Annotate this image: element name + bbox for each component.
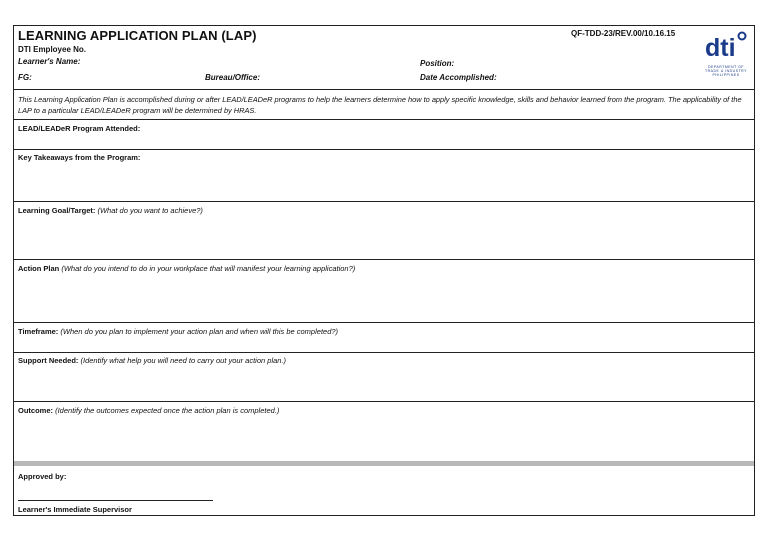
- section-label: Learning Goal/Target:: [18, 206, 96, 215]
- divider: [14, 201, 754, 202]
- form-title: LEARNING APPLICATION PLAN (LAP): [18, 28, 257, 43]
- divider: [14, 119, 754, 120]
- date-accomplished-label: Date Accomplished:: [420, 73, 497, 82]
- signature-line: [18, 500, 213, 501]
- divider: [14, 259, 754, 260]
- support-needed-label: [18, 356, 286, 365]
- section-note: (Identify the outcomes expected once the action plan is completed.): [53, 406, 280, 415]
- bureau-label: Bureau/Office:: [205, 73, 260, 82]
- section-note: (Identify what help you will need to carry out your action plan.): [78, 356, 287, 365]
- section-note: (What do you intend to do in your workplace that will manifest your learning application?): [59, 264, 356, 273]
- dti-logo: [699, 30, 753, 78]
- approved-by-label: Approved by:: [18, 472, 67, 481]
- divider: [14, 401, 754, 402]
- lap-form: [13, 25, 755, 516]
- outcome-label: [18, 406, 279, 415]
- key-takeaways-label: [18, 153, 140, 162]
- supervisor-label: Learner's Immediate Supervisor: [18, 505, 132, 514]
- section-label: Support Needed:: [18, 356, 79, 365]
- section-label: Key Takeaways from the Program:: [18, 153, 141, 162]
- divider: [14, 89, 754, 90]
- section-divider-band: [14, 461, 754, 466]
- divider: [14, 322, 754, 323]
- action-plan-label: [18, 264, 355, 273]
- timeframe-label: [18, 327, 338, 336]
- intro-text: This Learning Application Plan is accomplished during or after LEAD/LEADeR programs to help the learners determine how to apply specific knowledge, skills and behavior learned from the program. The applicability of the LAP to a particular LEAD/LEADeR program will be determined by HRAS.: [18, 95, 742, 115]
- logo-sub-1: DEPARTMENT OF: [707, 65, 745, 69]
- divider: [14, 352, 754, 353]
- section-label: LEAD/LEADeR Program Attended:: [18, 124, 141, 133]
- section-label: Action Plan: [18, 264, 60, 273]
- section-note: (When do you plan to implement your action plan and when will this be completed?): [58, 327, 339, 336]
- dti-logo-icon: [699, 30, 753, 60]
- svg-text:dti: dti: [705, 34, 736, 60]
- position-label: Position:: [420, 59, 455, 68]
- learning-goal-label: [18, 206, 203, 215]
- fg-label: FG:: [18, 73, 32, 82]
- section-label: Timeframe:: [18, 327, 59, 336]
- learner-name-label: Learner's Name:: [18, 57, 81, 66]
- section-label: Outcome:: [18, 406, 54, 415]
- employee-no-label: DTI Employee No.: [18, 45, 87, 54]
- section-note: (What do you want to achieve?): [95, 206, 203, 215]
- logo-sub-2: TRADE & INDUSTRY: [705, 69, 747, 73]
- logo-sub-3: PHILIPPINES: [712, 73, 740, 77]
- program-attended-label: [18, 124, 140, 133]
- form-code: QF-TDD-23/REV.00/10.16.15: [571, 29, 676, 38]
- divider: [14, 149, 754, 150]
